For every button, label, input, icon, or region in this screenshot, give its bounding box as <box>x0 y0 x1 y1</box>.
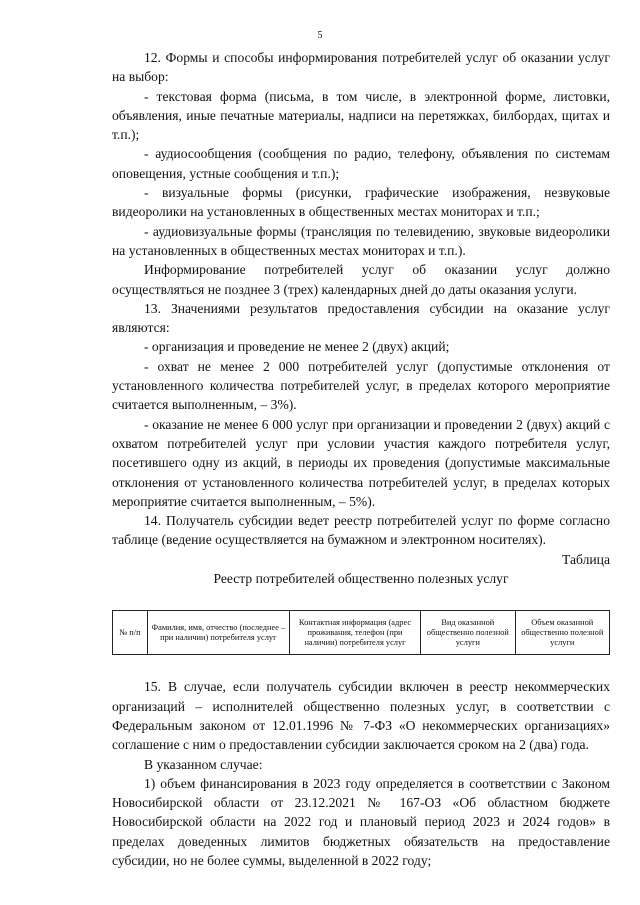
paragraph-14: 14. Получатель субсидии ведет реестр потребителей услуг по форме согласно таблице (ведение осуществляется на бумажном и электронном носителях). <box>112 513 610 548</box>
paragraph-informing-deadline: Информирование потребителей услуг об оказании услуг должно осуществляться не позднее 3 (трех) календарных дней до даты оказания услуги. <box>112 262 610 297</box>
table-title: Реестр потребителей общественно полезных услуг <box>213 571 509 587</box>
list-item-text-form: - текстовая форма (письма, в том числе, в электронной форме, листовки, объявления, иные печатные материалы, надписи на перетяжках, билбордах, щитах и т.п.); <box>112 88 610 143</box>
table-header-row <box>113 611 610 655</box>
list-item-services: - оказание не менее 6 000 услуг при организации и проведении 2 (двух) акций с охватом потребителей услуг при условии участия каждого потребителя услуг, посетившего одну из акций, в периоды их проведения (допустимые максимальные отклонения от установленного количества потребителей услуг, в пределах которых мероприятие считается выполненным, – 5%). <box>112 416 610 509</box>
table-header-service-type: Вид оказанной общественно полезной услуги <box>421 611 515 655</box>
table-header-number: № п/п <box>113 611 148 655</box>
list-item-events: - организация и проведение не менее 2 (двух) акций; <box>144 339 450 355</box>
paragraph-in-this-case: В указанном случае: <box>144 756 263 772</box>
table-header-full-name: Фамилия, имя, отчество (последнее – при наличии) потребителя услуг <box>147 611 289 655</box>
page-number: 5 <box>317 30 323 41</box>
paragraph-15: 15. В случае, если получатель субсидии включен в реестр некоммерческих организаций – исполнителей общественно полезных услуг, в соответствии с Федеральным законом от 12.01.1996 № 7-ФЗ «О некоммерческих организациях» соглашение с ним о предоставлении субсидии заключается сроком на 2 (два) года. <box>112 679 610 753</box>
list-item-coverage: - охват не менее 2 000 потребителей услуг (допустимые отклонения от установленного количества потребителей услуг, в пределах которого мероприятие считается выполненным, – 3%). <box>112 358 610 413</box>
paragraph-13-intro: 13. Значениями результатов предоставления субсидии на оказание услуг являются: <box>112 300 610 336</box>
table-label: Таблица <box>562 551 610 567</box>
document-body <box>112 48 610 870</box>
list-item-audiovisual: - аудиовизуальные формы (трансляция по телевидению, звуковые видеоролики на установленных в общественных местах мониторах и т.п.). <box>112 223 610 258</box>
list-item-audio: - аудиосообщения (сообщения по радио, телефону, объявления по системам оповещения, устные сообщения и т.п.); <box>112 146 610 181</box>
paragraph-12-intro: 12. Формы и способы информирования потребителей услуг об оказании услуг на выбор: <box>112 50 610 85</box>
registry-table <box>112 610 610 655</box>
table-header-contact-info: Контактная информация (адрес проживания, телефон (при наличии) потребителя услуг <box>289 611 420 655</box>
table-header-service-volume: Объем оказанной общественно полезной услуги <box>515 611 609 655</box>
list-item-visual: - визуальные формы (рисунки, графические изображения, незвуковые видеоролики на установленных в общественных местах мониторах и т.п.; <box>112 185 610 220</box>
list-item-financing-2023: 1) объем финансирования в 2023 году определяется в соответствии с Законом Новосибирской области от 23.12.2021 № 167-ОЗ «Об областном бюджете Новосибирской области на 2022 год и плановый период 2023 и 2024 годов» в пределах доведенных лимитов бюджетных обязательств на предоставление субсидии, но не более суммы, выделенной в 2022 году; <box>112 775 610 868</box>
